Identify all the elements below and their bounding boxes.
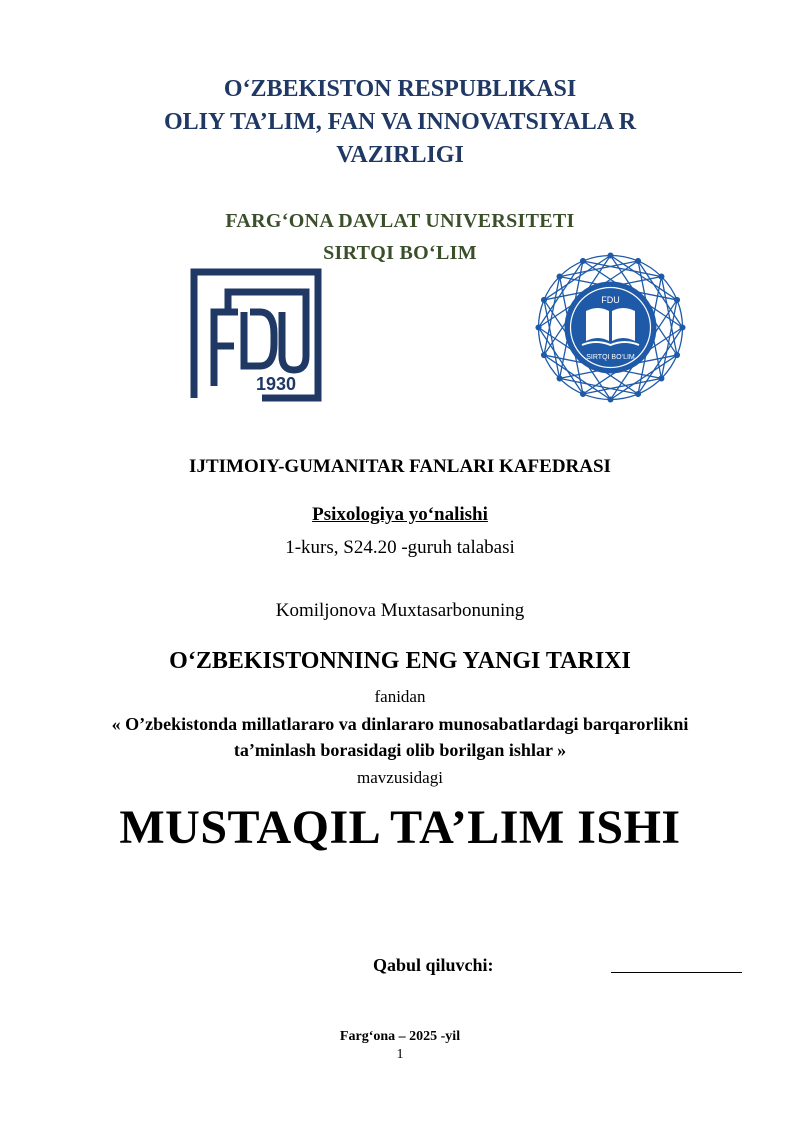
work-title: MUSTAQIL TA’LIM ISHI: [119, 801, 681, 854]
subject-suffix: fanidan: [374, 687, 426, 706]
student-name: Komiljonova Muxtasarbonuning: [275, 600, 525, 621]
accepted-by-label: Qabul qiluvchi:: [373, 955, 494, 975]
page-number: 1: [396, 1047, 404, 1062]
emblem-top-text: FDU: [601, 295, 620, 305]
fdu-1930-logo: [190, 268, 322, 402]
topic-line-2: ta’minlash borasidagi olib borilgan ishlar »: [233, 740, 567, 760]
subject-title: O‘ZBEKISTONNING ENG YANGI TARIXI: [169, 648, 631, 674]
ministry-line-1: O‘ZBEKISTON RESPUBLIKASI: [223, 76, 577, 102]
ministry-line-2: OLIY TA’LIM, FAN VA INNOVATSIYALA R: [163, 109, 637, 135]
topic-line-1: « O’zbekistonda millatlararo va dinlararo munosabatlardagi barqarorlikni: [111, 714, 689, 734]
topic-suffix: mavzusidagi: [357, 768, 443, 787]
division-name: SIRTQI BO‘LIM: [323, 242, 477, 264]
signature-line: [611, 954, 742, 973]
university-name: FARG‘ONA DAVLAT UNIVERSITETI: [225, 210, 575, 232]
city-year: Farg‘ona – 2025 -yil: [339, 1029, 461, 1044]
direction-name: Psixologiya yo‘nalishi: [312, 504, 488, 525]
logo-left-year: 1930: [255, 374, 297, 394]
sirtqi-bolim-emblem: [534, 251, 687, 404]
department-name: IJTIMOIY-GUMANITAR FANLARI KAFEDRASI: [189, 456, 611, 477]
ministry-line-3: VAZIRLIGI: [336, 142, 464, 168]
emblem-bottom-text: SIRTQI BO‘LIM: [586, 354, 635, 361]
course-group: 1-kurs, S24.20 -guruh talabasi: [285, 537, 515, 558]
